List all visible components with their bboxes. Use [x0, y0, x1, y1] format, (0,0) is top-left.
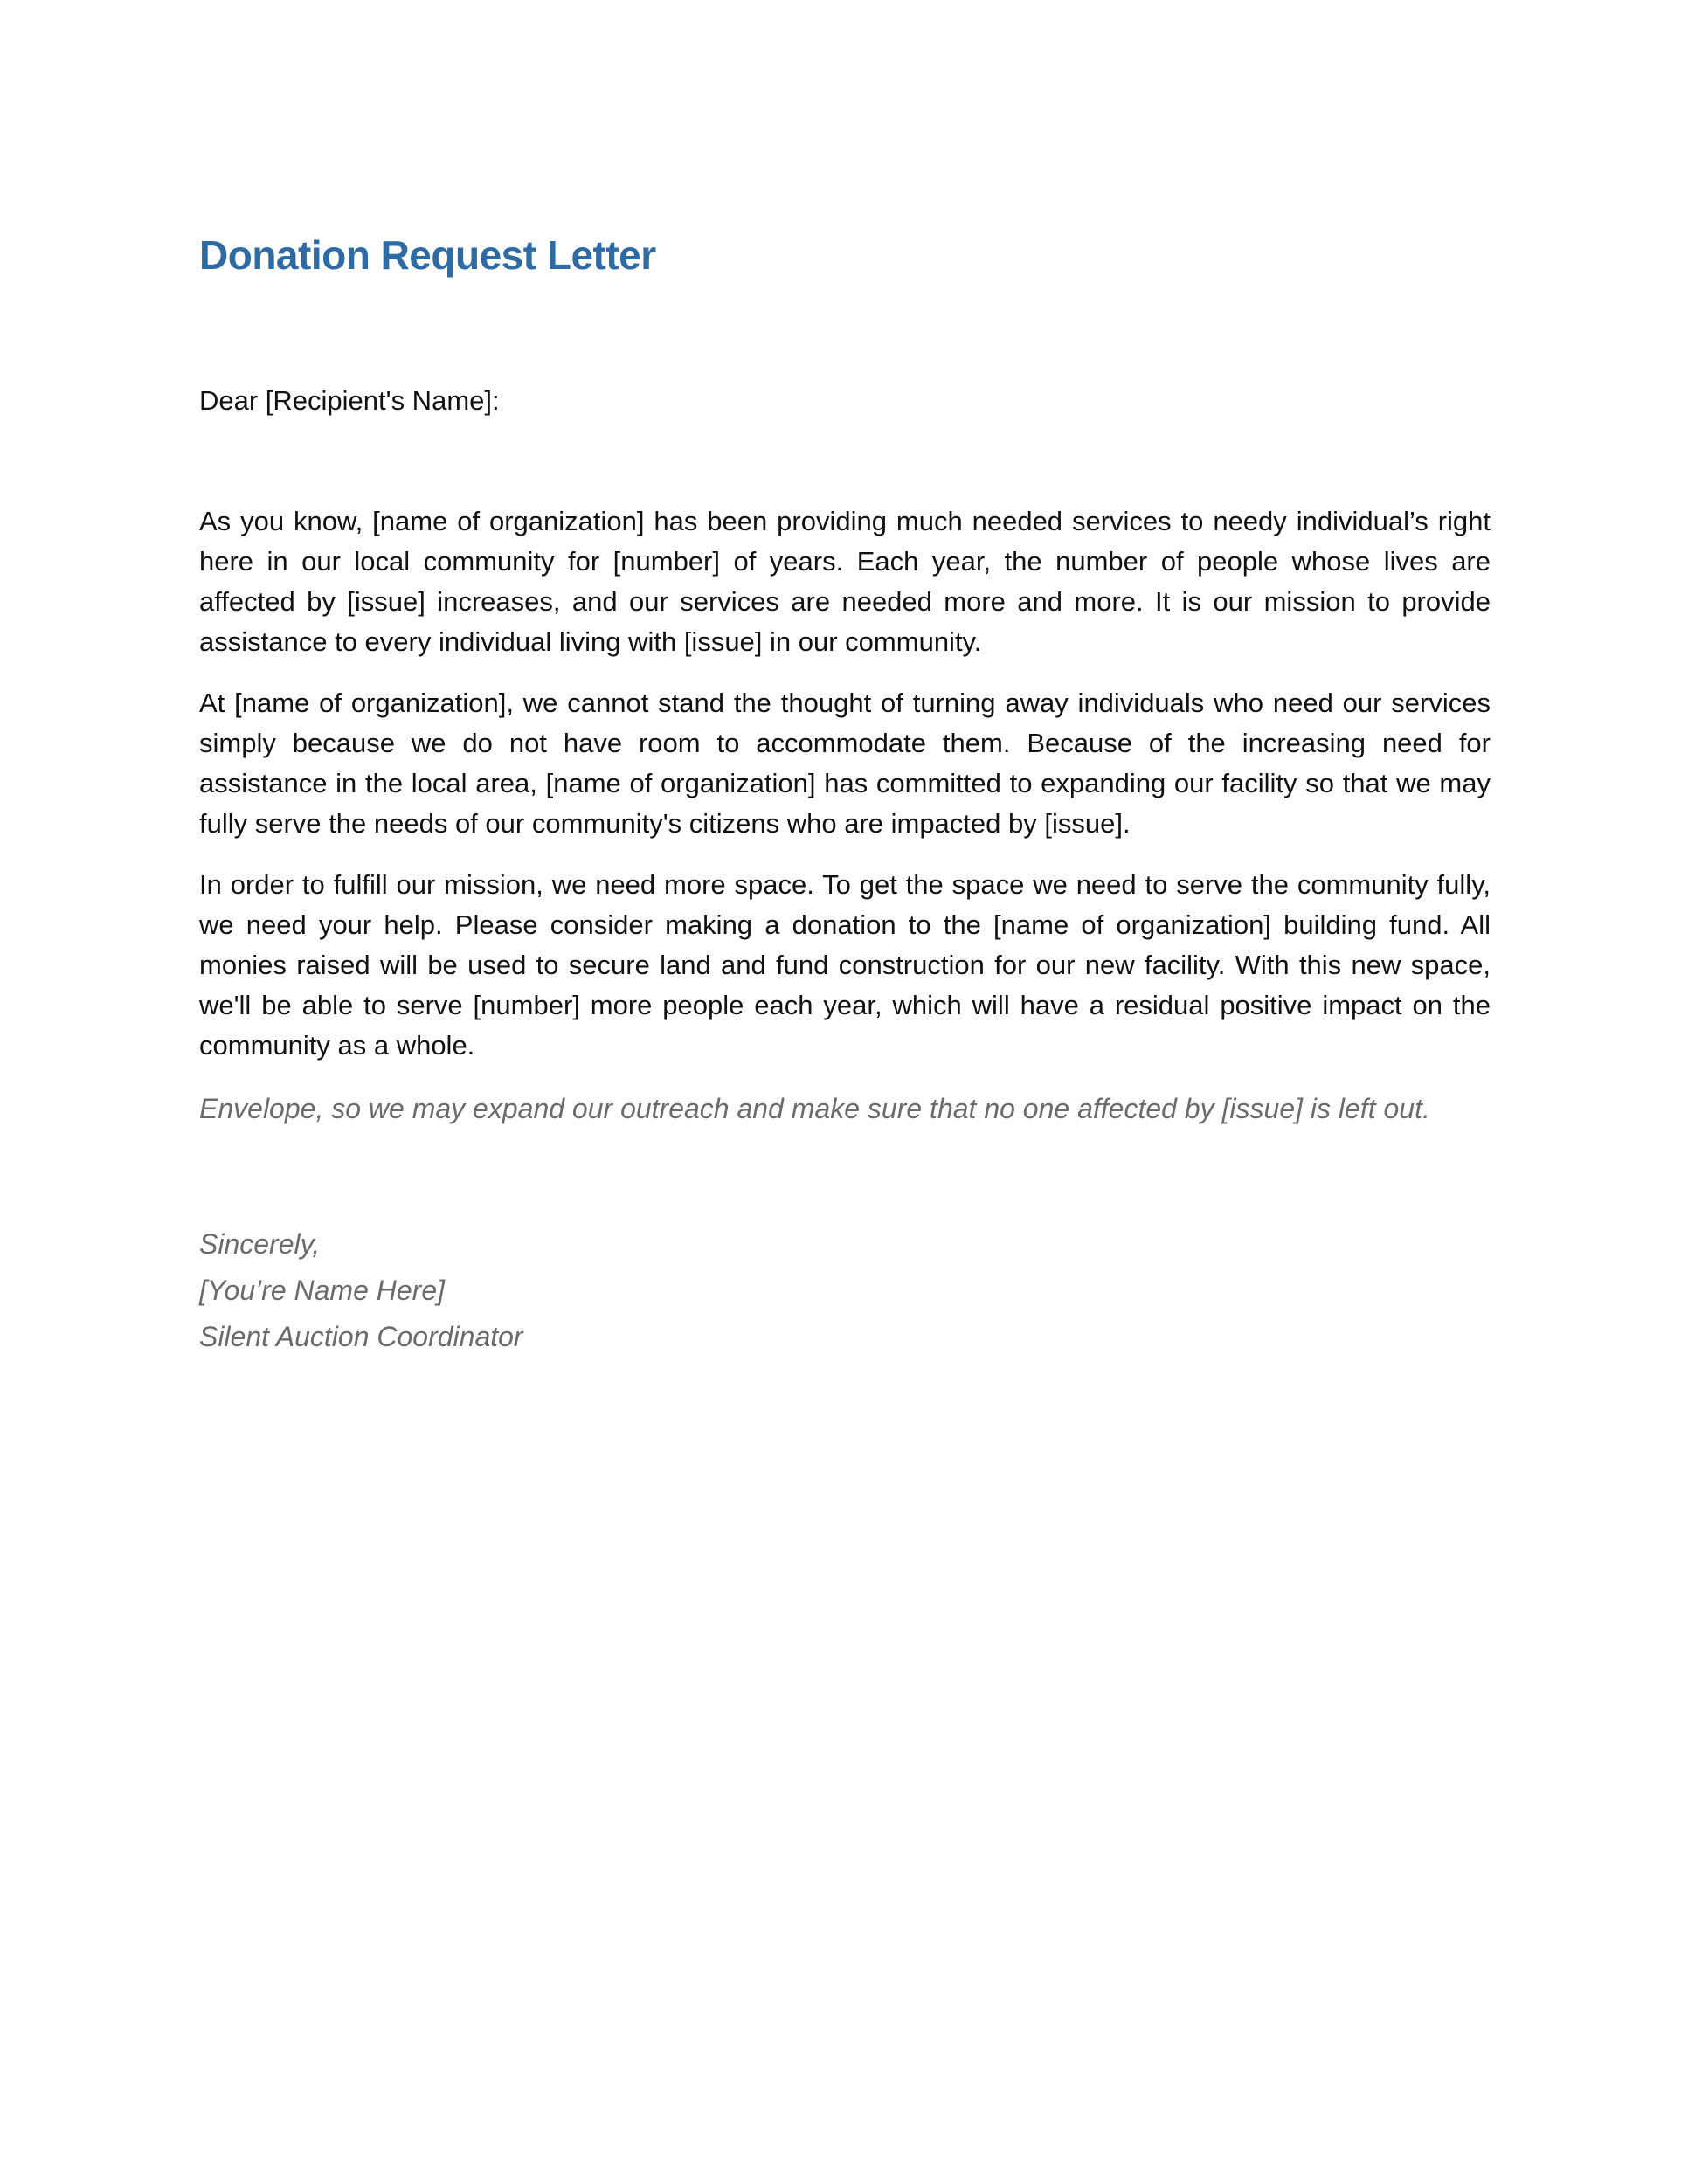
letter-body	[199, 501, 1491, 1087]
page-title: Donation Request Letter	[199, 232, 656, 278]
signer-name: [You’re Name Here]	[199, 1275, 446, 1306]
paragraph-2: At [name of organization], we cannot stand the thought of turning away individuals who need our services simply because we do not have room to accommodate them. Because of the increasing need for assistance in the local area, [name of organization] has committed to expanding our facility so that we may fully serve the needs of our community's citizens who are impacted by [issue].	[199, 688, 1491, 839]
salutation: Dear [Recipient's Name]:	[199, 385, 500, 416]
envelope-note: Envelope, so we may expand our outreach and make sure that no one affected by [issue] is left out.	[199, 1093, 1430, 1124]
closing: Sincerely,	[199, 1228, 321, 1260]
paragraph-1: As you know, [name of organization] has been providing much needed services to needy individual’s right here in our local community for [number] of years. Each year, the number of people whose lives are affected by [issue] increases, and our services are needed more and more. It is our mission to provide assistance to every individual living with [issue] in our community.	[199, 506, 1491, 657]
signature-block	[199, 1221, 523, 1360]
letter-content	[199, 229, 1491, 1352]
signer-role: Silent Auction Coordinator	[199, 1321, 523, 1352]
paragraph-3: In order to fulfill our mission, we need more space. To get the space we need to serve the community fully, we need your help. Please consider making a donation to the [name of organization] building fund. All monies raised will be used to secure land and fund construction for our new facility. With this new space, we'll be able to serve [number] more people each year, which will have a residual positive impact on the community as a whole.	[199, 869, 1491, 1061]
